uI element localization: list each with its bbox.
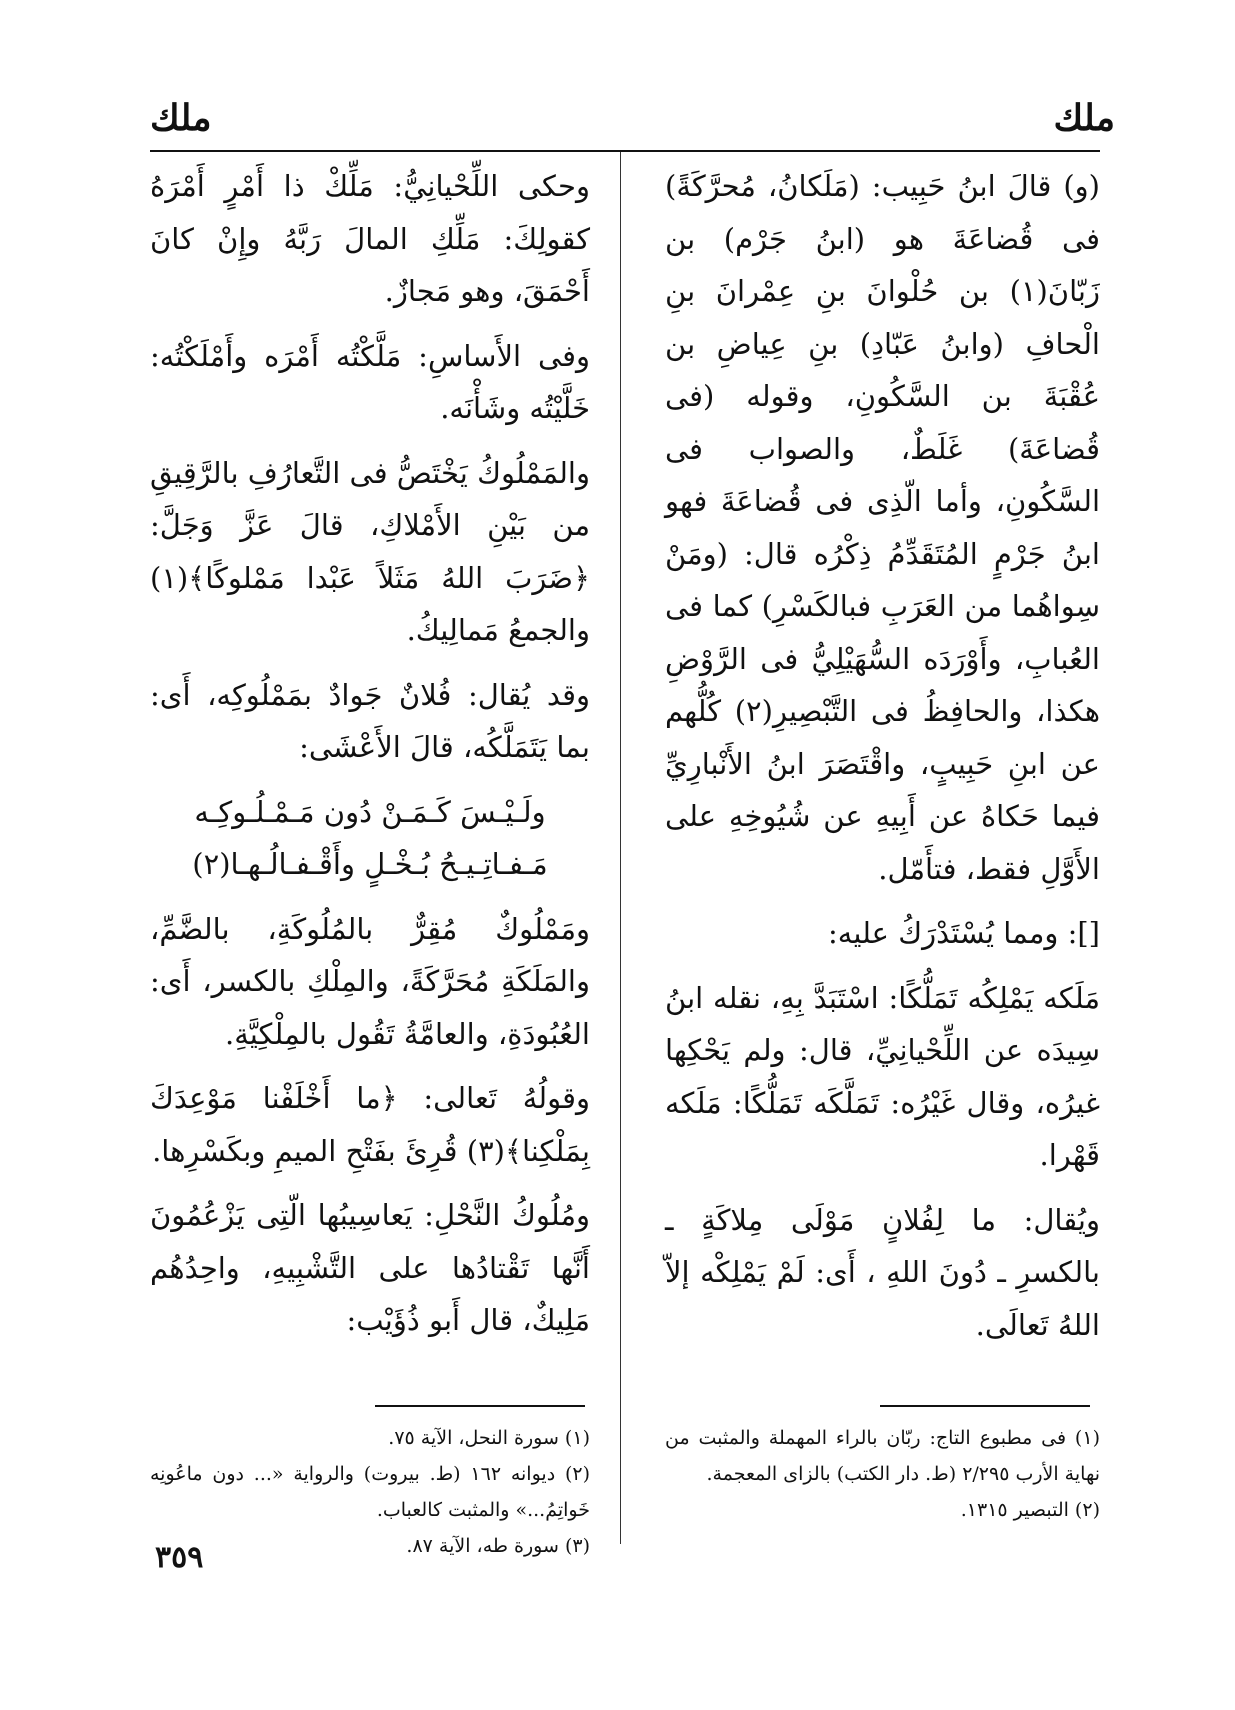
paragraph: ومُلُوكُ النَّحْلِ: يَعاسِيبُها الّتِى يَزْعُمُونَ أَنَّها تَقْتادُها على التَّشْبِيهِ، واحِدُهُم مَلِيكٌ، قال أَبو ذُؤَيْب: [150,1198,590,1337]
paragraph: ويُقال: ما لِفُلانٍ مَوْلَى مِلاكَةٍ ـ بالكسرِ ـ دُونَ اللهِ ، أَى: لَمْ يَمْلِكْه إلاّ اللهُ تَعالَى. [665,1202,1100,1342]
verse-line: مَـفـاتِـيـحُ بُـخْـلٍ وأَقْـفـالُـهـا(٢) [192,847,548,881]
paragraph: وفى الأَساسِ: مَلَّكْتُه أَمْرَه وأَمْلَكْتُه: خَلَّيْتُه وشَأْنَه. [150,338,590,425]
running-headword-left: ملك [150,97,212,139]
footnote: (١) فى مطبوع التاج: ربّان بالراء المهملة والمثبت من نهاية الأرب ٢/٢٩٥ (ط. دار الكتب) بالزاى المعجمة. [665,1427,1100,1485]
paragraph: ومَمْلُوكٌ مُقِرٌّ بالمُلُوكَةِ، بالضَّمِّ، والمَلَكَةِ مُحَرَّكَةً، والمِلْكِ بالكسر، أَى: العُبُودَةِ، والعامَّةُ تَقُول بالمِلْكِيَّةِ. [150,911,590,1051]
footnote: (١) سورة النحل، الآية ٧٥. [388,1427,590,1449]
footnotes-right [665,1420,1100,1528]
paragraph: وقولُهُ تَعالى: ﴿ما أَخْلَفْنا مَوْعِدَكَ بِمَلْكِنا﴾(٣) قُرِئَ بفَتْحِ الميمِ وبكَسْرِها. [150,1081,590,1168]
paragraph: وقد يُقال: فُلانٌ جَوادٌ بمَمْلُوكِه، أَى: بما يَتَمَلَّكُه، قالَ الأَعْشَى: [150,677,590,764]
footnote-rule-right [880,1405,1090,1407]
verse-line: ولَـيْـسَ كَـمَـنْ دُون مَـمْـلُـوكِـه [194,794,546,829]
header-rule [150,150,1100,152]
paragraph: والمَمْلُوكُ يَخْتَصُّ فى التَّعارُفِ بالرَّقِيقِ من بَيْنِ الأَمْلاكِ، قالَ عَزَّ وَجَلَّ: ﴿ضَرَبَ اللهُ مَثَلاً عَبْدا مَمْلوكًا﴾(١) والجمعُ مَمالِيكُ. [150,455,590,647]
footnote: (٢) ديوانه ١٦٢ (ط. بيروت) والرواية «... دون ماعُونِه خَواتِمُ...» والمثبت كالعباب. [150,1463,591,1521]
right-column [665,160,1100,1363]
footnote: (٢) التبصير ١٣١٥. [960,1499,1100,1521]
footnote-rule-left [375,1405,585,1407]
paragraph: []: ومما يُسْتَدْرَكُ عليه: [828,916,1100,950]
running-headword-right: ملك [1053,97,1115,139]
paragraph: (و) قالَ ابنُ حَبِيب: (مَلَكانُ، مُحرَّكَةً) فى قُضاعَةَ هو (ابنُ جَرْم) بن زَبّانَ(١) بن حُلْوانَ بنِ عِمْرانَ بنِ الْحافِ (وابنُ عَبّادِ) بنِ عِياضِ بن عُقْبَةَ بن السَّكُونِ، وقوله (فى قُضاعَةَ) غَلَطٌ، والصواب فى السَّكُونِ، وأما الّذِى فى قُضاعَةَ فهو ابنُ جَرْمٍ المُتَقَدِّمُ ذِكْرُه قال: (ومَنْ سِواهُما من العَرَبِ فبالكَسْرِ) كما فى العُبابِ، وأَوْرَدَه السُّهَيْلِيُّ فى الرَّوْضِ هكذا، والحافِظُ فى التَّبْصِيرِ(٢) كُلُّهم عن ابنِ حَبِيبٍ، واقْتَصَرَ ابنُ الأَنْبارِيِّ فيما حَكاهُ عن أَبِيهِ عن شُيُوخِهِ على الأَوَّلِ فقط، فتأَمّل. [665,169,1101,886]
paragraph: مَلَكه يَمْلِكُه تَمَلُّكًا: اسْتَبَدَّ بِهِ، نقله ابنُ سِيدَه عن اللِّحْيانِيِّ، قال: ولم يَحْكِها غيرُه، وقال غَيْرُه: تَمَلَّكَه تَمَلُّكًا: مَلَكه قَهْرا. [665,980,1100,1172]
paragraph: وحكى اللِّحْيانِيُّ: مَلِّكْ ذا أَمْرٍ أَمْرَهُ كقولِكَ: مَلِّكِ المالَ رَبَّهُ وإِنْ كانَ أَحْمَقَ، وهو مَجازٌ. [150,169,590,308]
left-column [150,160,590,1359]
footnote: (٣) سورة طه، الآية ٨٧. [406,1535,590,1557]
page-number: ٣٥٩ [155,1540,204,1575]
column-divider [620,152,621,1544]
